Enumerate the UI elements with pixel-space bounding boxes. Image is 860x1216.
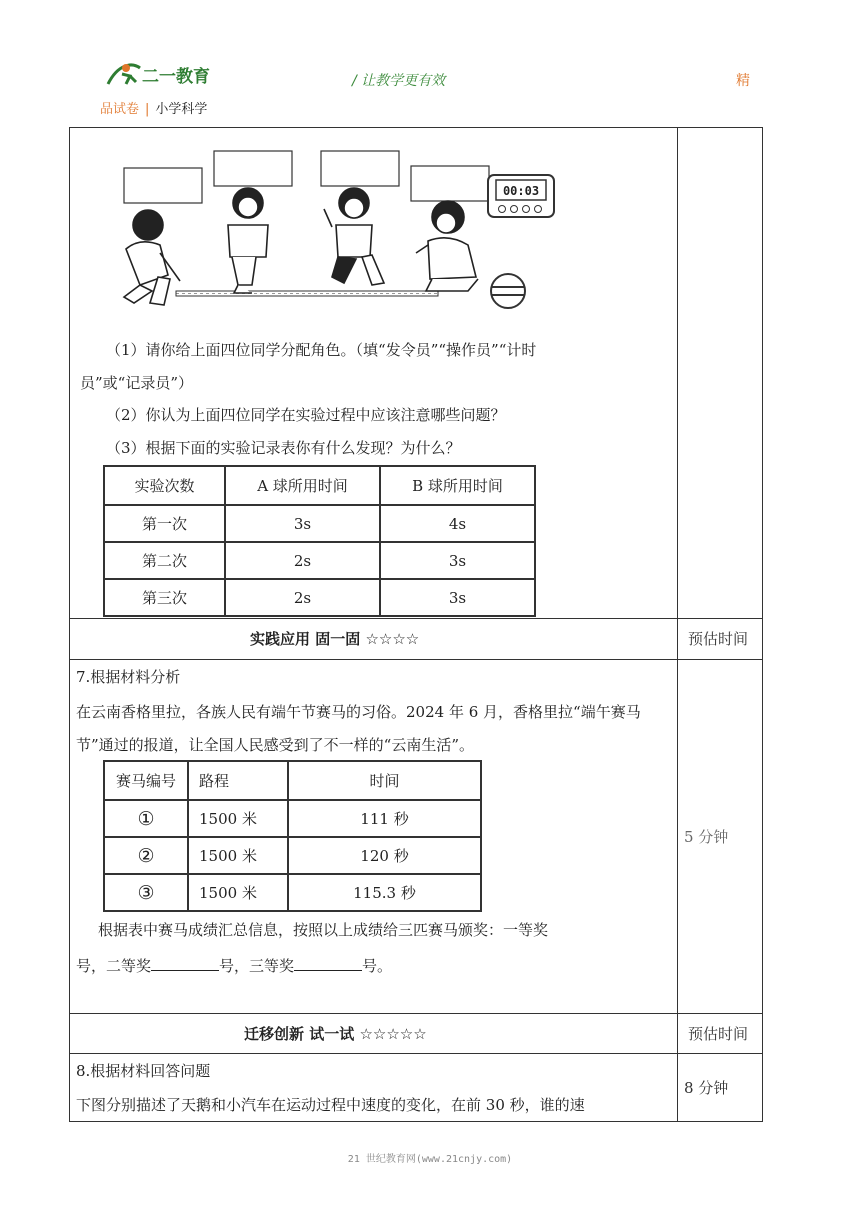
table-header-cell: 实验次数 [104, 466, 225, 505]
site-logo [104, 58, 234, 92]
third-prize-blank[interactable] [294, 957, 362, 971]
q6-part1-line2: 员”或“记录员”） [80, 374, 194, 392]
q7-para-line2: 节”通过的报道，让全国人民感受到了不一样的“云南生活”。 [76, 736, 475, 754]
timer-display: 00:03 [502, 184, 540, 198]
q7-answer-seg-c: 号。 [362, 957, 393, 975]
table-cell: 4s [380, 505, 535, 542]
table-header-cell: 路程 [188, 761, 288, 800]
table-cell: 120 秒 [288, 837, 481, 874]
q7-answer-line2 [76, 956, 392, 976]
ball-icon [491, 274, 525, 308]
table-cell: 3s [380, 542, 535, 579]
frame-row-sep-3 [69, 1013, 763, 1014]
logo-text: 二一教育 [142, 67, 210, 87]
table-cell: 第一次 [104, 505, 225, 542]
table-row [104, 800, 481, 837]
table-header-cell: 时间 [288, 761, 481, 800]
table-cell: ③ [104, 874, 188, 911]
header-sub-left: 品试卷 [100, 102, 140, 117]
q7-heading: 7.根据材料分析 [76, 668, 181, 686]
table-cell: 3s [225, 505, 380, 542]
q6-part1-line1: （1）请你给上面四位同学分配角色。（填“发令员”“操作员”“计时 [106, 341, 537, 359]
table-cell: ① [104, 800, 188, 837]
frame-left [69, 127, 70, 1122]
q8-heading: 8.根据材料回答问题 [76, 1062, 211, 1080]
stopwatch-icon [488, 175, 554, 217]
frame-right [762, 127, 763, 1122]
student-3-figure [324, 188, 384, 285]
header-sub-sep: | [145, 102, 150, 117]
table-cell: 第二次 [104, 542, 225, 579]
student-2-figure [228, 188, 268, 293]
table-header-cell: A 球所用时间 [225, 466, 380, 505]
q8-para-line1: 下图分别描述了天鹅和小汽车在运动过程中速度的变化，在前 30 秒，谁的速 [76, 1096, 585, 1114]
table-cell: 111 秒 [288, 800, 481, 837]
table-cell: 2s [225, 542, 380, 579]
q6-part2: （2）你认为上面四位同学在实验过程中应该注意哪些问题？ [106, 406, 506, 424]
header-sub-right: 小学科学 [155, 102, 208, 117]
frame-bottom [69, 1121, 763, 1122]
table-row [104, 505, 535, 542]
table-cell: 3s [380, 579, 535, 616]
table-row [104, 579, 535, 616]
frame-row-sep-1 [69, 618, 763, 619]
q7-estimated-time: 5 分钟 [684, 828, 729, 846]
table-header-cell: 赛马编号 [104, 761, 188, 800]
estimated-time-label: 预估时间 [688, 1025, 749, 1043]
horse-race-table [103, 760, 482, 912]
frame-row-sep-4 [69, 1053, 763, 1054]
table-row [104, 874, 481, 911]
frame-row-sep-2 [69, 659, 763, 660]
header-subtitle [100, 98, 207, 117]
experiment-record-table [103, 465, 536, 617]
experiment-illustration [110, 145, 560, 315]
q7-answer-seg-b: 号，三等奖 [219, 957, 295, 975]
q7-answer-seg-a: 号，二等奖 [76, 957, 152, 975]
student-4-figure [416, 201, 478, 291]
q7-answer-line1: 根据表中赛马成绩汇总信息，按照以上成绩给三匹赛马颁奖：一等奖 [98, 921, 549, 939]
table-cell: 1500 米 [188, 800, 288, 837]
table-header-row [104, 466, 535, 505]
table-header-cell: B 球所用时间 [380, 466, 535, 505]
header-slogan: / 让教学更有效 [352, 73, 446, 89]
table-row [104, 542, 535, 579]
table-cell: 第三次 [104, 579, 225, 616]
q7-para-line1: 在云南香格里拉，各族人民有端午节赛马的习俗。2024 年 6 月，香格里拉“端午赛马 [76, 703, 641, 721]
section-title-transfer: 迁移创新 试一试 ☆☆☆☆☆ [244, 1025, 427, 1043]
frame-divider [677, 127, 678, 1122]
table-cell: 1500 米 [188, 837, 288, 874]
header-right-mark: 精 [736, 73, 750, 89]
table-cell: 2s [225, 579, 380, 616]
q6-part3: （3）根据下面的实验记录表你有什么发现？为什么？ [106, 439, 461, 457]
q8-estimated-time: 8 分钟 [684, 1079, 729, 1097]
table-cell: ② [104, 837, 188, 874]
table-cell: 115.3 秒 [288, 874, 481, 911]
frame-top [69, 127, 763, 128]
table-header-row [104, 761, 481, 800]
section-title-practice: 实践应用 固一固 ☆☆☆☆ [250, 630, 420, 648]
page-footer: 21 世纪教育网(www.21cnjy.com) [347, 1154, 513, 1165]
estimated-time-label: 预估时间 [688, 630, 749, 648]
second-prize-blank[interactable] [151, 957, 219, 971]
student-1-figure [124, 210, 180, 305]
table-cell: 1500 米 [188, 874, 288, 911]
table-row [104, 837, 481, 874]
